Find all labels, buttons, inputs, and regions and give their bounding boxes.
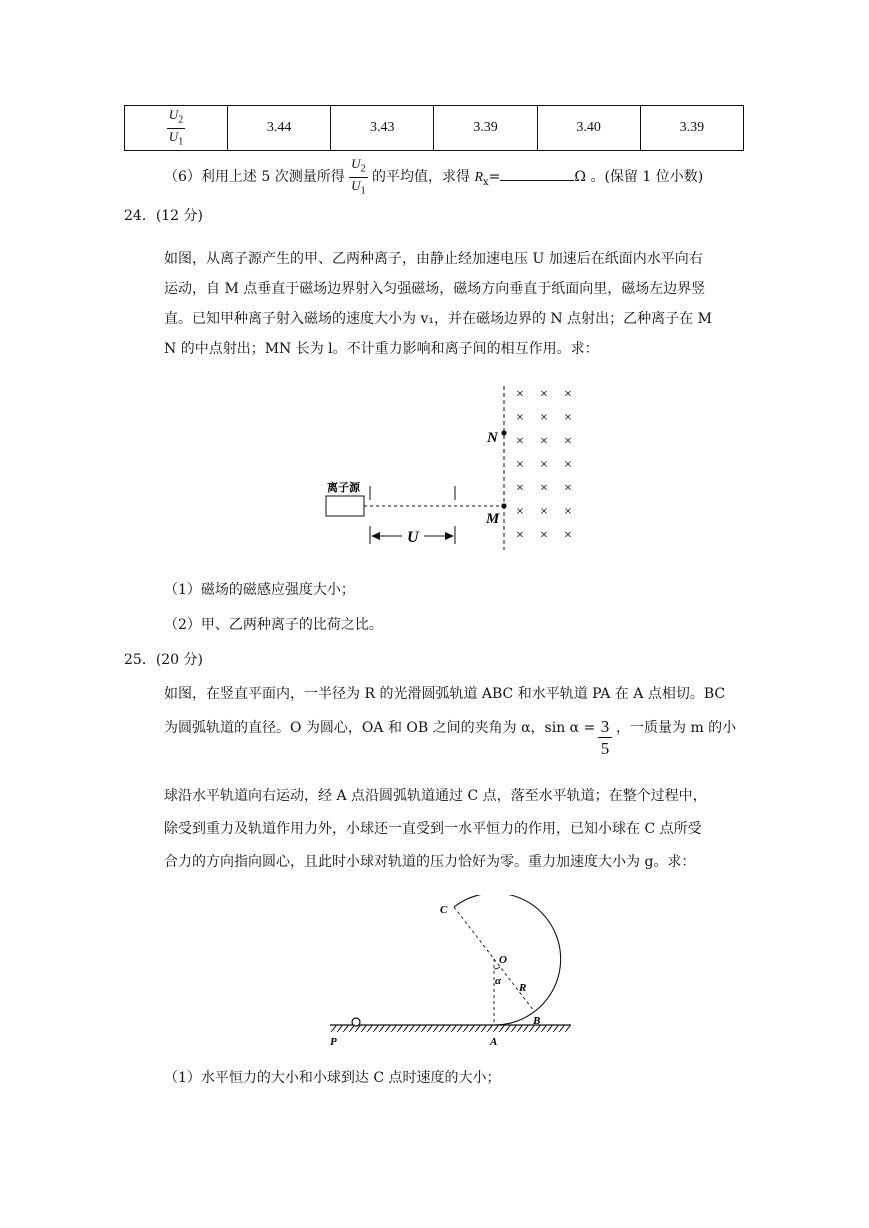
question-25-text-line: 除受到重力及轨道作用力外，小球还一直受到一水平恒力的作用，已知小球在 C 点所受 xyxy=(164,821,702,837)
field-cross-icon: × xyxy=(540,481,548,496)
field-cross-icon: × xyxy=(540,434,548,449)
label-o: O xyxy=(499,954,507,966)
field-cross-icon: × xyxy=(540,504,548,520)
question-25-text-line: 为圆弧轨道的直径。O 为圆心，OA 和 OB 之间的夹角为 α，sin α = xyxy=(164,720,596,736)
point-m xyxy=(501,503,506,508)
question-24-sub-1: （1）磁场的磁感应强度大小； xyxy=(164,582,355,598)
diameter-bc xyxy=(454,907,494,959)
point-n xyxy=(501,430,506,435)
arrow-left-icon xyxy=(371,532,380,540)
table-header-cell xyxy=(125,106,228,151)
ball xyxy=(352,1018,360,1026)
table-cell: 3.44 xyxy=(228,106,331,151)
field-cross-icon: × xyxy=(516,481,524,496)
question-24-text-line: N 的中点射出；MN 长为 l。不计重力影响和离子间的相互作用。求： xyxy=(164,341,599,357)
question-25-text-line: ，一质量为 m 的小 xyxy=(616,720,737,736)
question-24-text-line: 运动，自 M 点垂直于磁场边界射入匀强磁场，磁场方向垂直于纸面向里，磁场左边界竖 xyxy=(164,281,706,297)
field-cross-icon: × xyxy=(564,481,572,496)
label-p: P xyxy=(330,1036,337,1048)
question-24-sub-2: （2）甲、乙两种离子的比荷之比。 xyxy=(164,617,383,633)
label-c: C xyxy=(440,904,448,916)
voltage-label: U xyxy=(407,529,419,546)
question-25-sub-1: （1）水平恒力的大小和小球到达 C 点时速度的大小； xyxy=(164,1070,501,1086)
sin-denominator: 5 xyxy=(598,737,612,759)
question-24-text-line: 如图，从离子源产生的甲、乙两种离子，由静止经加速电压 U 加速后在纸面内水平向右 xyxy=(164,251,703,267)
ion-magnetic-field-figure xyxy=(318,380,588,552)
sin-numerator: 3 xyxy=(600,717,610,736)
field-cross-icon: × xyxy=(564,504,572,520)
question-25-text-line: 合力的方向指向圆心，且此时小球对轨道的压力恰好为零。重力加速度大小为 g。求： xyxy=(164,854,696,870)
table-cell: 3.40 xyxy=(537,106,640,151)
field-cross-icon: × xyxy=(516,504,524,520)
field-cross-icon: × xyxy=(516,457,524,473)
measurement-table xyxy=(124,105,744,151)
question-24-text-line: 直。已知甲种离子射入磁场的速度大小为 v₁，并在磁场边界的 N 点射出；乙种离子在 M xyxy=(164,311,712,327)
label-r: R xyxy=(519,982,527,994)
label-a: A xyxy=(490,1036,498,1048)
field-cross-icon: × xyxy=(564,457,572,473)
field-cross-icon: × xyxy=(540,410,548,426)
field-cross-icon: × xyxy=(564,387,572,402)
label-m: M xyxy=(486,511,500,527)
table-cell: 3.39 xyxy=(640,106,743,151)
table-row xyxy=(125,106,744,151)
field-cross-icon: × xyxy=(564,434,572,449)
field-cross-icon: × xyxy=(540,457,548,473)
angle-arc xyxy=(494,967,500,969)
table-cell: 3.39 xyxy=(434,106,537,151)
sin-fraction xyxy=(598,716,612,759)
question-25-number: 25．(20 分) xyxy=(124,652,204,668)
label-b: B xyxy=(533,1015,541,1027)
field-cross-icon: × xyxy=(564,528,572,543)
question-25-text-line: 如图，在竖直平面内，一半径为 R 的光滑圆弧轨道 ABC 和水平轨道 PA 在 A 点相切。BC xyxy=(164,686,726,702)
answer-blank xyxy=(500,168,574,181)
table-cell: 3.43 xyxy=(331,106,434,151)
ion-source-box xyxy=(326,496,364,516)
ion-source-label: 离子源 xyxy=(327,482,360,494)
question-24-number: 24．(12 分) xyxy=(124,208,204,224)
question-25-text-line: 球沿水平轨道向右运动，经 A 点沿圆弧轨道通过 C 点，落至水平轨道；在整个过程中， xyxy=(164,788,707,804)
circular-arc-track xyxy=(454,895,561,1025)
circular-track-figure xyxy=(326,895,576,1050)
field-cross-icon: × xyxy=(564,410,572,426)
question-23-part-6: （6）利用上述 5 次测量所得 $\frac{U_2}{U_1}$ 的平均值，求得 $R_x= \Omega$ 。(保留 1 位小数) xyxy=(164,156,704,197)
field-cross-icon: × xyxy=(540,387,548,402)
field-cross-icon: × xyxy=(516,387,524,402)
field-cross-icon: × xyxy=(516,410,524,426)
label-n: N xyxy=(487,430,498,446)
magnetic-field-crosses xyxy=(516,387,572,543)
label-alpha: α xyxy=(495,975,502,987)
field-cross-icon: × xyxy=(516,528,524,543)
ratio-fraction: $\frac{U_2}{U_1}$ xyxy=(351,156,366,197)
field-cross-icon: × xyxy=(540,528,548,543)
ratio-fraction: $\frac{U_2}{U_1}$ xyxy=(168,106,184,148)
arrow-right-icon xyxy=(445,532,454,540)
field-cross-icon: × xyxy=(516,434,524,449)
